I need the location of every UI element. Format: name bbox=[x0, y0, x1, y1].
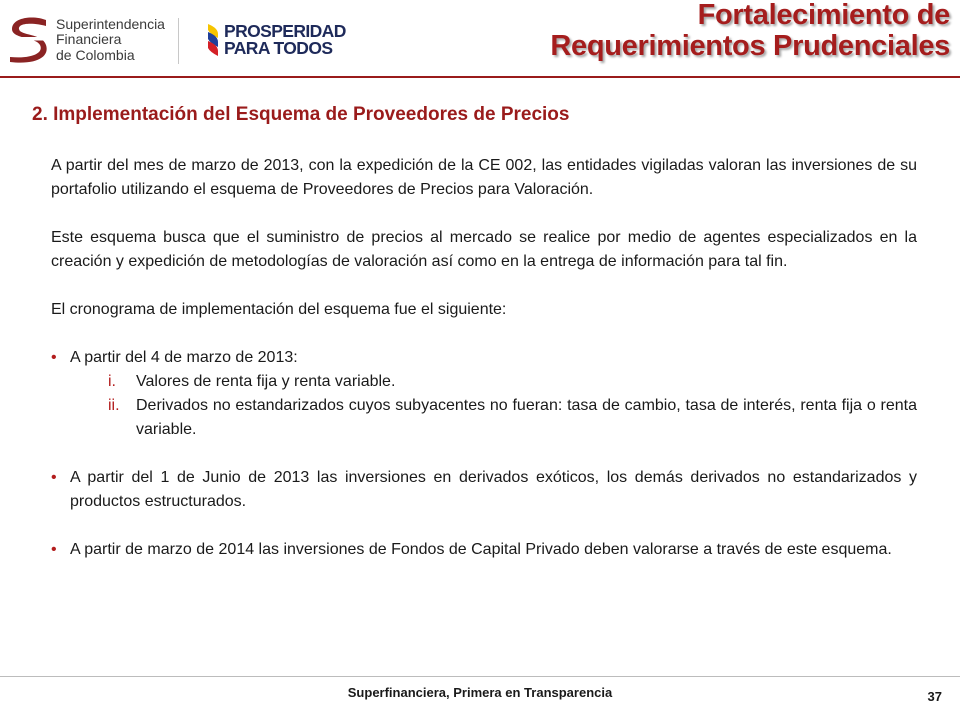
slide-title-line1: Fortalecimiento de bbox=[697, 0, 950, 31]
slide-body bbox=[51, 154, 917, 562]
colombia-flag-ribbon-icon bbox=[206, 22, 220, 58]
sfc-line2: Financiera bbox=[56, 31, 122, 48]
roman-numeral: i. bbox=[108, 373, 116, 390]
bullet-text-3: A partir de marzo de 2014 las inversiones de Fondos de Capital Privado deben valorarse a través de este esquema. bbox=[70, 541, 892, 558]
sfc-line1: Superintendencia bbox=[56, 15, 165, 32]
paragraph-3: El cronograma de implementación del esquema fue el siguiente: bbox=[51, 301, 507, 318]
sub-item-2 bbox=[51, 394, 917, 442]
footer-divider bbox=[0, 676, 960, 677]
sub-text-1: Valores de renta fija y renta variable. bbox=[136, 373, 396, 390]
roman-numeral: ii. bbox=[108, 397, 120, 414]
section-heading: 2. Implementación del Esquema de Proveedores de Precios bbox=[32, 104, 570, 125]
bullet-item-1 bbox=[51, 346, 917, 370]
logo-divider bbox=[178, 18, 179, 64]
footer-tagline: Superfinanciera, Primera en Transparencia bbox=[347, 685, 613, 700]
bullet-icon: • bbox=[51, 349, 57, 366]
bullet-icon: • bbox=[51, 541, 57, 558]
sfc-line3: de Colombia bbox=[56, 46, 135, 63]
slide-title-line2: Requerimientos Prudenciales bbox=[550, 30, 950, 62]
bullet-text-1: A partir del 4 de marzo de 2013: bbox=[70, 349, 298, 366]
sfc-emblem-icon bbox=[6, 15, 50, 65]
prosperidad-logo bbox=[206, 22, 346, 58]
header-divider bbox=[0, 76, 960, 78]
sfc-wordmark bbox=[56, 17, 165, 64]
sub-text-2: Derivados no estandarizados cuyos subyacentes no fueran: tasa de cambio, tasa de interés, renta fija o renta variable. bbox=[136, 397, 917, 438]
sub-item-1 bbox=[51, 370, 917, 394]
bullet-item-2 bbox=[51, 466, 917, 514]
bullet-icon: • bbox=[51, 469, 57, 486]
slide-title bbox=[550, 0, 950, 62]
page-number: 37 bbox=[927, 689, 942, 704]
prosperidad-wordmark bbox=[224, 23, 346, 57]
pxt-line1: PROSPERIDAD bbox=[224, 21, 346, 41]
paragraph-2: Este esquema busca que el suministro de precios al mercado se realice por medio de agentes especializados en la creación y expedición de metodologías de valoración así como en la entrega de información para tal fin. bbox=[51, 229, 917, 270]
superfinanciera-logo bbox=[6, 14, 176, 66]
paragraph-1: A partir del mes de marzo de 2013, con la expedición de la CE 002, las entidades vigiladas valoran las inversiones de su portafolio utilizando el esquema de Proveedores de Precios para Valoración. bbox=[51, 157, 917, 198]
bullet-item-3 bbox=[51, 538, 917, 562]
bullet-text-2: A partir del 1 de Junio de 2013 las inversiones en derivados exóticos, los demás derivados no estandarizados y productos estructurados. bbox=[70, 469, 917, 510]
pxt-line2: PARA TODOS bbox=[224, 38, 333, 58]
